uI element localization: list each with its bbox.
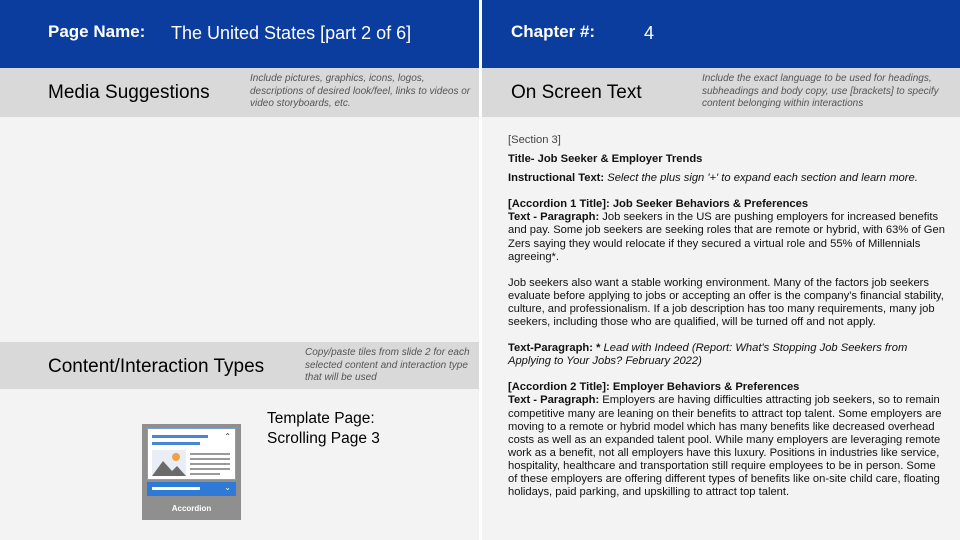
content-types-title: Content/Interaction Types — [48, 356, 265, 377]
accordion-2-paragraph: Text - Paragraph: Employers are having difficulties attracting job seekers, so to remain competitive many are leaning on their benefits to attract top talent. Some employers are moving to a remote or hybrid model which has many benefits like decreased overhead costs as well as an expanded talent pool. While many employers are leveraging remote work as a benefit, not all employers have this luxury. Positions in industries like service, hospitality, healthcare and transportation still require employees to be in person. Some of these employers are offering different types of benefits like on-site child care, floating holidays, paid parking, and upskilling to attract top talent. — [508, 394, 942, 499]
accordion-collapsed-bar — [147, 482, 236, 496]
accordion-1-paragraph-2: Job seekers also want a stable working environment. Many of the factors job seekers evaluate before applying to jobs or accepting an offer is the company's financial stability, culture, and professionalism. If a job description has too many requirements, many job seekers, including those who are qualified, will be turned off and not apply. — [508, 276, 944, 329]
accordion-1-title: [Accordion 1 Title]: Job Seeker Behaviors & Preferences — [508, 198, 809, 211]
chapter-label: Chapter #: — [511, 22, 596, 41]
accordion-tile-label: Accordion — [171, 504, 212, 513]
media-suggestions-note: Include pictures, graphics, icons, logos, descriptions of desired look/feel, links to videos or video storyboards, etc. — [250, 73, 471, 109]
media-suggestions-title: Media Suggestions — [48, 82, 210, 103]
content-types-note: Copy/paste tiles from slide 2 for each selected content and interaction type that will be used — [305, 347, 470, 383]
image-placeholder-icon — [152, 450, 186, 476]
accordion-1-paragraph: Text - Paragraph: Job seekers in the US are pushing employers for increased benefits and pay. Some job seekers are seeking roles that are remote or hybrid, with 63% of Gen Zers saying they would relocate if they secured a virtual role and 55% of Millennials agreeing*. — [508, 211, 945, 263]
chevron-up-icon: ⌃ — [224, 432, 231, 441]
source-paragraph: Text-Paragraph: * Lead with Indeed (Report: What's Stopping Job Seekers from Applying to Your Jobs? February 2022) — [508, 342, 908, 368]
template-page-info — [267, 409, 380, 449]
chevron-down-icon: ⌄ — [224, 483, 231, 492]
on-screen-text-title: On Screen Text — [511, 82, 642, 103]
page-name-label: Page Name: — [48, 22, 146, 41]
accordion-tile — [142, 424, 241, 520]
on-screen-text-content — [508, 134, 948, 499]
accordion-preview-card — [147, 428, 236, 480]
media-suggestions-header — [0, 68, 479, 117]
chapter-value: 4 — [644, 23, 655, 43]
on-screen-text-header — [482, 68, 960, 117]
on-screen-text-note: Include the exact language to be used for headings, subheadings and body copy, use [brackets] to specify content belonging within interactions — [702, 73, 939, 109]
chapter-header — [482, 0, 960, 68]
media-suggestions-panel — [0, 117, 479, 342]
page-name-value: The United States [part 2 of 6] — [171, 23, 412, 43]
template-page-value: Scrolling Page 3 — [267, 430, 380, 447]
section-label: [Section 3] — [508, 134, 561, 146]
content-types-header — [0, 342, 479, 389]
accordion-2-title: [Accordion 2 Title]: Employer Behaviors & Preferences — [508, 381, 800, 394]
page-name-header — [0, 0, 479, 68]
template-page-label: Template Page: — [267, 410, 375, 427]
column-divider — [479, 0, 482, 540]
instructional-text: Instructional Text: Select the plus sign '+' to expand each section and learn more. — [508, 172, 918, 185]
ost-title: Title- Job Seeker & Employer Trends — [508, 153, 703, 166]
